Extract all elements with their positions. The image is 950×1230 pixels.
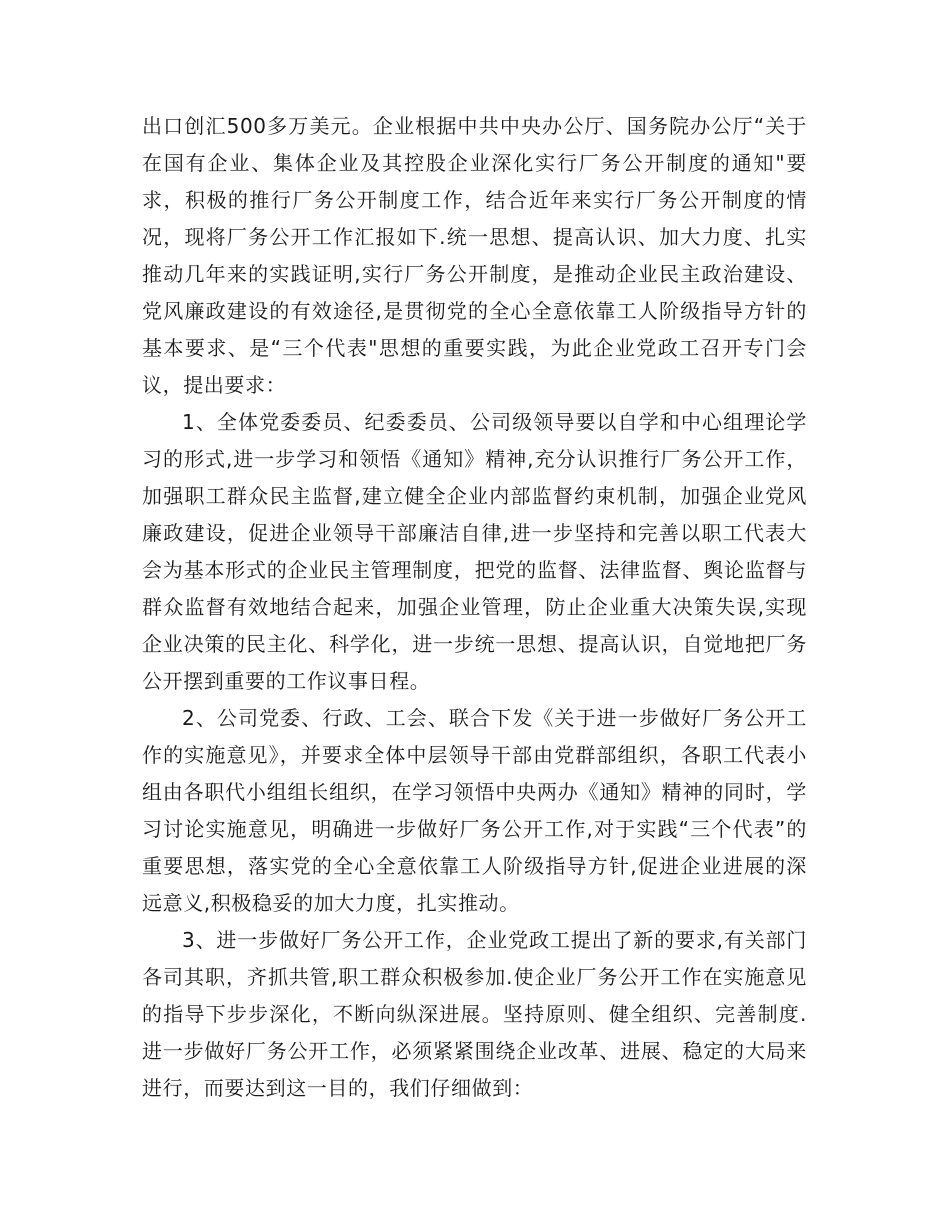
document-body <box>142 108 807 1107</box>
paragraph-item-2: 2、公司党委、行政、工会、联合下发《关于进一步做好厂务公开工作的实施意见》，并要求全体中层领导干部由党群部组织，各职工代表小组由各职代小组组长组织，在学习领悟中央两办《通知》精神的同时，学习讨论实施意见，明确进一步做好厂务公开工作,对于实践“三个代表”的重要思想，落实党的全心全意依靠工人阶级指导方针,促进企业进展的深远意义,积极稳妥的加大力度，扎实推动。 <box>142 706 807 915</box>
paragraph-item-3: 3、进一步做好厂务公开工作，企业党政工提出了新的要求,有关部门各司其职，齐抓共管,职工群众积极参加.使企业厂务公开工作在实施意见的指导下步步深化，不断向纵深进展。坚持原则、健全组织、完善制度.进一步做好厂务公开工作，必须紧紧围绕企业改革、进展、稳定的大局来进行，而要达到这一目的，我们仔细做到： <box>142 928 807 1100</box>
paragraph-intro: 出口创汇500多万美元。企业根据中共中央办公厅、国务院办公厅“关于在国有企业、集体企业及其控股企业深化实行厂务公开制度的通知"要求，积极的推行厂务公开制度工作，结合近年来实行厂务公开制度的情况，现将厂务公开工作汇报如下.统一思想、提高认识、加大力度、扎实推动几年来的实践证明,实行厂务公开制度，是推动企业民主政治建设、党风廉政建设的有效途径,是贯彻党的全心全意依靠工人阶级指导方针的基本要求、是“三个代表"思想的重要实践，为此企业党政工召开专门会议，提出要求： <box>142 114 807 397</box>
paragraph-item-1: 1、全体党委委员、纪委委员、公司级领导要以自学和中心组理论学习的形式,进一步学习和领悟《通知》精神,充分认识推行厂务公开工作，加强职工群众民主监督,建立健全企业内部监督约束机制，加强企业党风廉政建设，促进企业领导干部廉洁自律,进一步坚持和完善以职工代表大会为基本形式的企业民主管理制度，把党的监督、法律监督、舆论监督与群众监督有效地结合起来，加强企业管理，防止企业重大决策失误,实现企业决策的民主化、科学化，进一步统一思想、提高认识，自觉地把厂务公开摆到重要的工作议事日程。 <box>142 410 807 693</box>
